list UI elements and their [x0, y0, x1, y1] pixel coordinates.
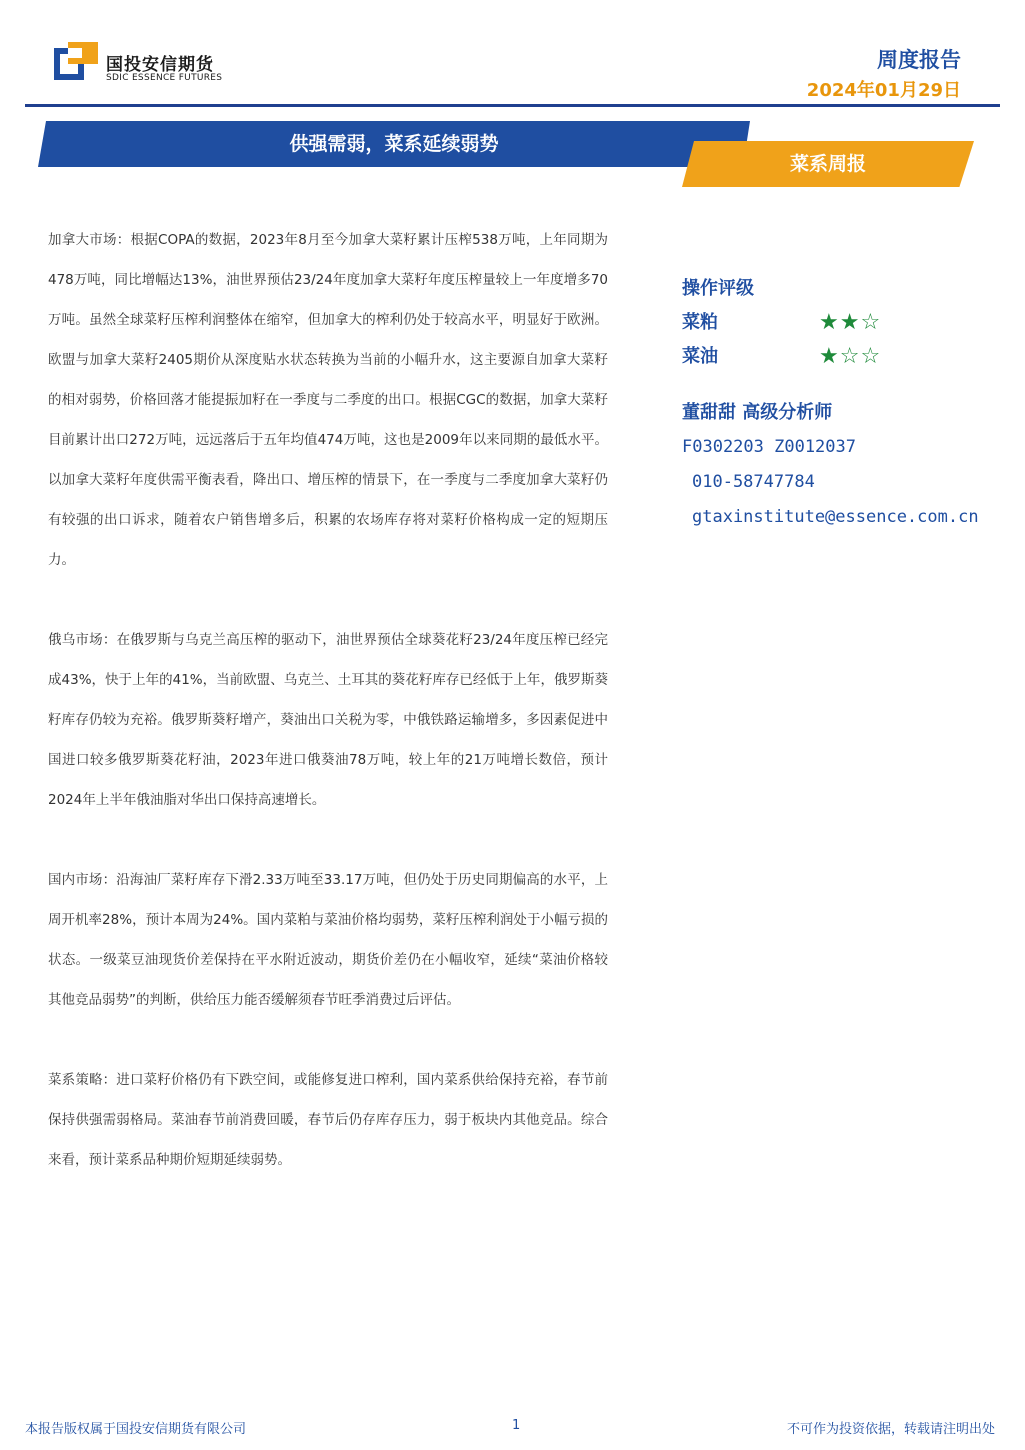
star-rating-icon: ★★☆ [819, 310, 882, 335]
star-rating-icon: ★☆☆ [819, 344, 882, 369]
sidebar [682, 272, 1012, 535]
footer-copyright: 本报告版权属于国投安信期货有限公司 [25, 1422, 247, 1437]
page-number: 1 [512, 1418, 521, 1433]
company-name-cn: 国投安信期货 [106, 55, 214, 75]
paragraph-russia-ukraine-market: 俄乌市场：在俄罗斯与乌克兰高压榨的驱动下，油世界预估全球葵花籽23/24年度压榨已经完成43%，快于上年的41%，当前欧盟、乌克兰、土耳其的葵花籽库存已经低于上年，俄罗斯葵籽库存仍较为充裕。俄罗斯葵籽增产，葵油出口关税为零，中俄铁路运输增多，多因素促进中国进口较多俄罗斯葵花籽油，2023年进口俄葵油78万吨，较上年的21万吨增长数倍，预计2024年上半年俄油脂对华出口保持高速增长。 [48, 632, 608, 808]
rating-row-rapeseed-oil [682, 340, 1012, 374]
company-logo-icon [54, 42, 98, 84]
company-name-en: SDIC ESSENCE FUTURES [106, 73, 223, 83]
rating-name: 菜油 [682, 346, 718, 367]
analyst-email[interactable]: gtaxinstitute@essence.com.cn [692, 507, 979, 527]
analyst-license: F0302203 Z0012037 [682, 437, 856, 457]
rating-row-rapeseed-meal [682, 306, 1012, 340]
paragraph-canada-market: 加拿大市场：根据COPA的数据，2023年8月至今加拿大菜籽累计压榨538万吨，上年同期为478万吨，同比增幅达13%，油世界预估23/24年度加拿大菜籽年度压榨量较上一年度增多70万吨。虽然全球菜籽压榨利润整体在缩窄，但加拿大的榨利仍处于较高水平，明显好于欧洲。欧盟与加拿大菜籽2405期价从深度贴水状态转换为当前的小幅升水，这主要源自加拿大菜籽的相对弱势，价格回落才能提振加籽在一季度与二季度的出口。根据CGC的数据，加拿大菜籽目前累计出口272万吨，远远落后于五年均值474万吨，这也是2009年以来同期的最低水平。以加拿大菜籽年度供需平衡表看，降出口、增压榨的情景下，在一季度与二季度加拿大菜籽仍有较强的出口诉求，随着农户销售增多后，积累的农场库存将对菜籽价格构成一定的短期压力。 [48, 232, 608, 568]
report-type: 周度报告 [877, 48, 961, 72]
analyst-name: 董甜甜 高级分析师 [682, 402, 833, 423]
paragraph-strategy: 菜系策略：进口菜籽价格仍有下跌空间，或能修复进口榨利，国内菜系供给保持充裕，春节前保持供强需弱格局。菜油春节前消费回暖，春节后仍存库存压力，弱于板块内其他竞品。综合来看，预计菜系品种期价短期延续弱势。 [48, 1072, 608, 1168]
report-date: 2024年01月29日 [806, 80, 961, 101]
footer-disclaimer: 不可作为投资依据，转载请注明出处 [786, 1422, 995, 1437]
header-divider [25, 104, 1000, 107]
paragraph-domestic-market: 国内市场：沿海油厂菜籽库存下滑2.33万吨至33.17万吨，但仍处于历史同期偏高的水平，上周开机率28%，预计本周为24%。国内菜粕与菜油价格均弱势，菜籽压榨利润处于小幅亏损的状态。一级菜豆油现货价差保持在平水附近波动，期货价差仍在小幅收窄，延续“菜油价格较其他竞品弱势”的判断，供给压力能否缓解须春节旺季消费过后评估。 [48, 872, 608, 1008]
report-title: 供强需弱，菜系延续弱势 [289, 133, 499, 155]
rating-title: 操作评级 [682, 278, 754, 299]
analyst-phone: 010-58747784 [692, 472, 815, 492]
rating-name: 菜粕 [682, 312, 718, 333]
report-subtitle: 菜系周报 [789, 153, 866, 175]
report-body [48, 220, 608, 1180]
